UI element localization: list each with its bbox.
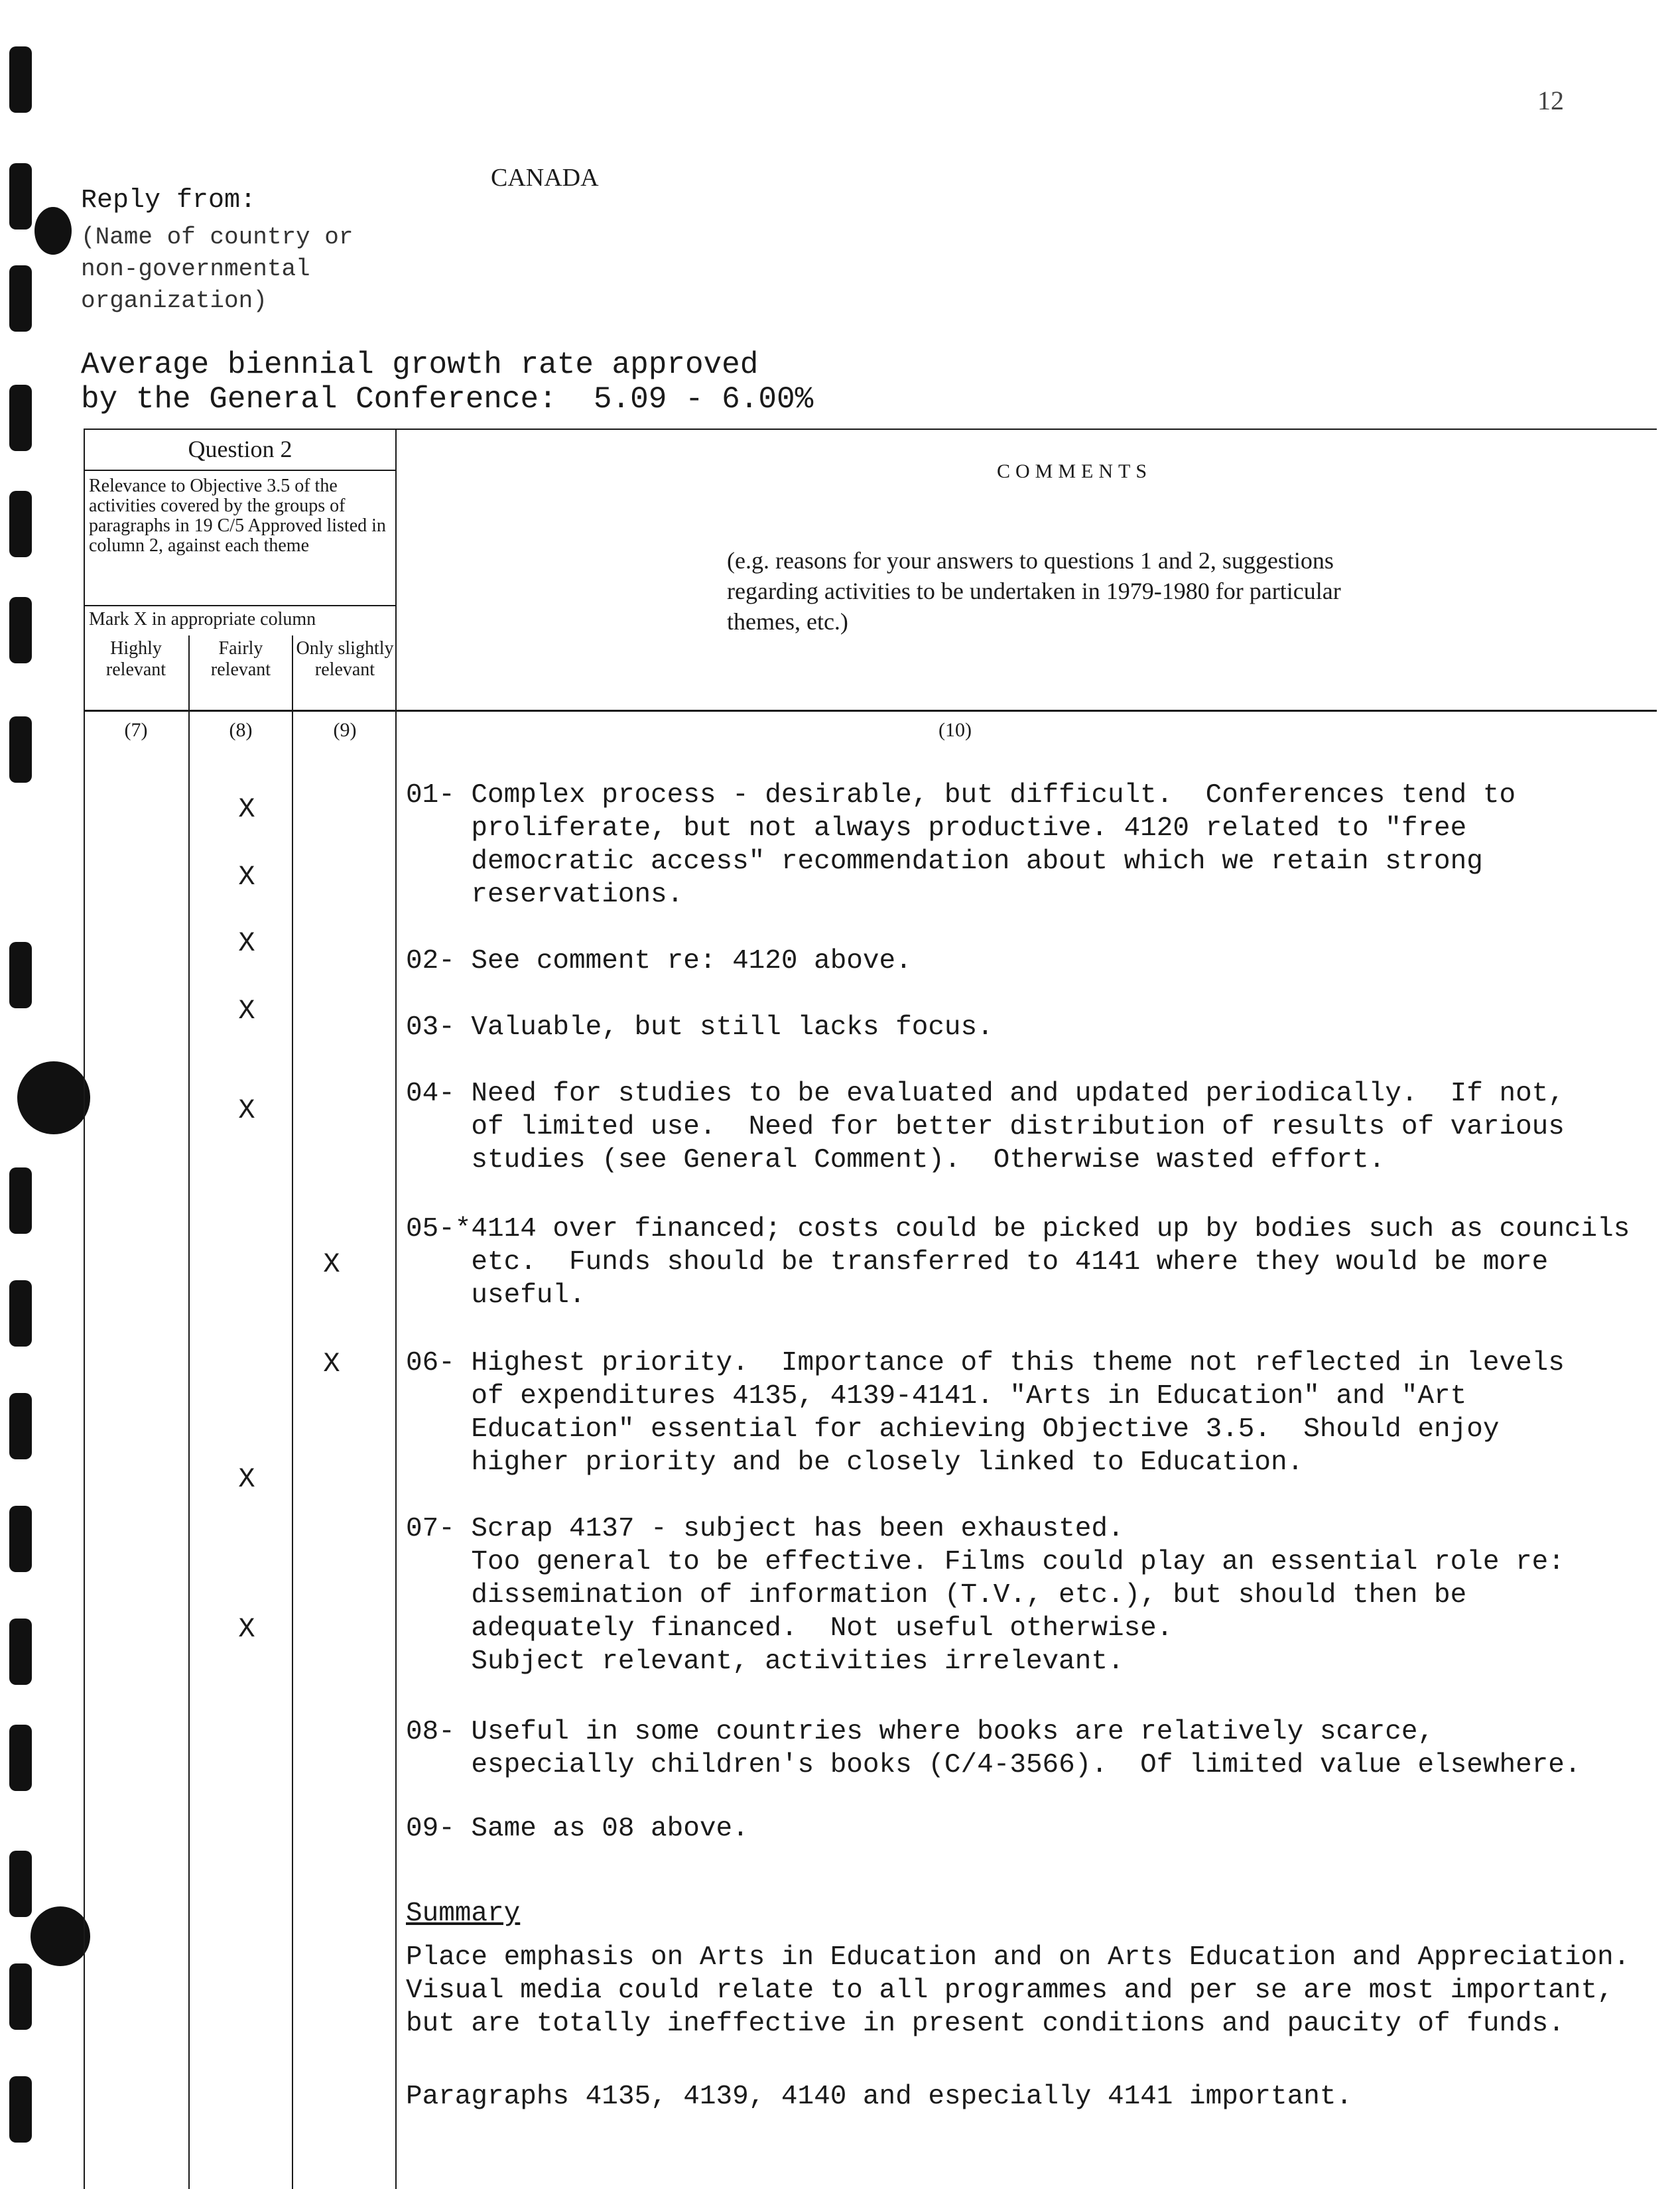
x-mark: X [238, 793, 255, 825]
binding-mark [9, 1167, 32, 1234]
header-bottom-border [84, 710, 1657, 712]
binding-mark [9, 1851, 32, 1917]
binding-mark [9, 597, 32, 663]
comment-03: 03- Valuable, but still lacks focus. [406, 1012, 994, 1043]
table-top-border [84, 429, 1657, 430]
mark-instruction: Mark X in appropriate column [89, 609, 316, 630]
summary-title: Summary [406, 1898, 521, 1929]
binding-mark [9, 1280, 32, 1347]
binding-mark [9, 46, 32, 113]
binding-mark [9, 1506, 32, 1572]
reply-from-sublabel: (Name of country or non-governmental organization) [81, 224, 354, 314]
binding-mark [9, 716, 32, 783]
comment-05: 05-*4114 over financed; costs could be picked up by bodies such as councils etc. Funds should be transferred to 4141 where they would be more useful. [406, 1214, 1630, 1311]
x-mark: X [238, 1463, 255, 1495]
binding-mark [9, 1619, 32, 1685]
comment-04: 04- Need for studies to be evaluated and updated periodically. If not, of limited use. Need for better distribution of results of various studies (see General Comment). Otherwise wasted effort. [406, 1079, 1565, 1175]
x-mark: X [323, 1348, 340, 1380]
comment-08: 08- Useful in some countries where books are relatively scarce, especially children's books (C/4-3566). Of limited value elsewhere. [406, 1717, 1581, 1780]
x-mark: X [238, 861, 255, 893]
x-mark: X [323, 1248, 340, 1280]
comments-title: COMMENTS [996, 460, 1153, 482]
reply-country: CANADA [491, 164, 599, 192]
table-left-border [84, 429, 85, 2189]
comment-09: 09- Same as 08 above. [406, 1814, 749, 1844]
page-number: 12 [1537, 86, 1564, 115]
binding-mark [9, 265, 32, 332]
comment-06: 06- Highest priority. Importance of this theme not reflected in levels of expenditures 4135, 4139-4141. "Arts in Education" and "Art Education" essential for achieving Objective 3.5. Should enjoy higher priority and be closely linked to Education. [406, 1348, 1565, 1478]
growth-rate-line-1: Average biennial growth rate approved [81, 348, 759, 382]
column-number-9: (9) [333, 719, 357, 741]
question-title-underline [84, 470, 395, 471]
binding-mark [9, 942, 32, 1008]
comments-note: (e.g. reasons for your answers to questions 1 and 2, suggestions regarding activities to be undertaken in 1979-1980 for particular themes, etc.) [727, 547, 1341, 635]
binding-mark [9, 491, 32, 557]
column-header-highly: Highly relevant [105, 638, 166, 680]
column-divider-9 [292, 635, 293, 2189]
growth-rate-line-2: by the General Conference: 5.09 - 6.00% [81, 382, 814, 417]
question-description: Relevance to Objective 3.5 of the activities covered by the groups of paragraphs in 19 C/5 Approved listed in column 2, against each theme [89, 476, 386, 556]
binding-mark [9, 1393, 32, 1459]
punch-hole [31, 1906, 90, 1966]
reply-from-label: Reply from: [81, 186, 257, 216]
column-number-7: (7) [124, 719, 148, 741]
column-number-10: (10) [938, 719, 972, 741]
punch-hole [17, 1061, 90, 1134]
column-header-slightly: Only slightly relevant [296, 638, 394, 680]
binding-mark [9, 385, 32, 451]
x-mark: X [238, 995, 255, 1027]
comment-02: 02- See comment re: 4120 above. [406, 946, 912, 976]
question-title: Question 2 [188, 436, 292, 462]
comment-01: 01- Complex process - desirable, but difficult. Conferences tend to proliferate, but not always productive. 4120 related to "free democratic access" recommendation about which we retain strong reservations. [406, 780, 1516, 910]
binding-mark [9, 163, 32, 230]
binding-mark [9, 1963, 32, 2030]
column-number-8: (8) [229, 719, 253, 741]
x-mark: X [238, 1094, 255, 1126]
column-header-fairly: Fairly relevant [210, 638, 271, 680]
binding-mark [9, 2076, 32, 2143]
x-mark: X [238, 927, 255, 959]
comments-divider [395, 429, 397, 2189]
summary-paragraphs: Paragraphs 4135, 4139, 4140 and especially 4141 important. [406, 2082, 1353, 2112]
summary-text: Place emphasis on Arts in Education and on Arts Education and Appreciation. Visual media could relate to all programmes and per se are most important, but are totally ineffective in present conditions and paucity of funds. [406, 1942, 1630, 2039]
column-divider-8 [188, 635, 190, 2189]
question-desc-underline [84, 605, 395, 606]
punch-hole [34, 207, 72, 255]
binding-mark [9, 1725, 32, 1791]
comment-07: 07- Scrap 4137 - subject has been exhausted. Too general to be effective. Films could play an essential role re: dissemination of information (T.V., etc.), but should then be adequately financed. Not useful otherwise. Subject relevant, activities irrelevant. [406, 1514, 1565, 1677]
x-mark: X [238, 1613, 255, 1645]
